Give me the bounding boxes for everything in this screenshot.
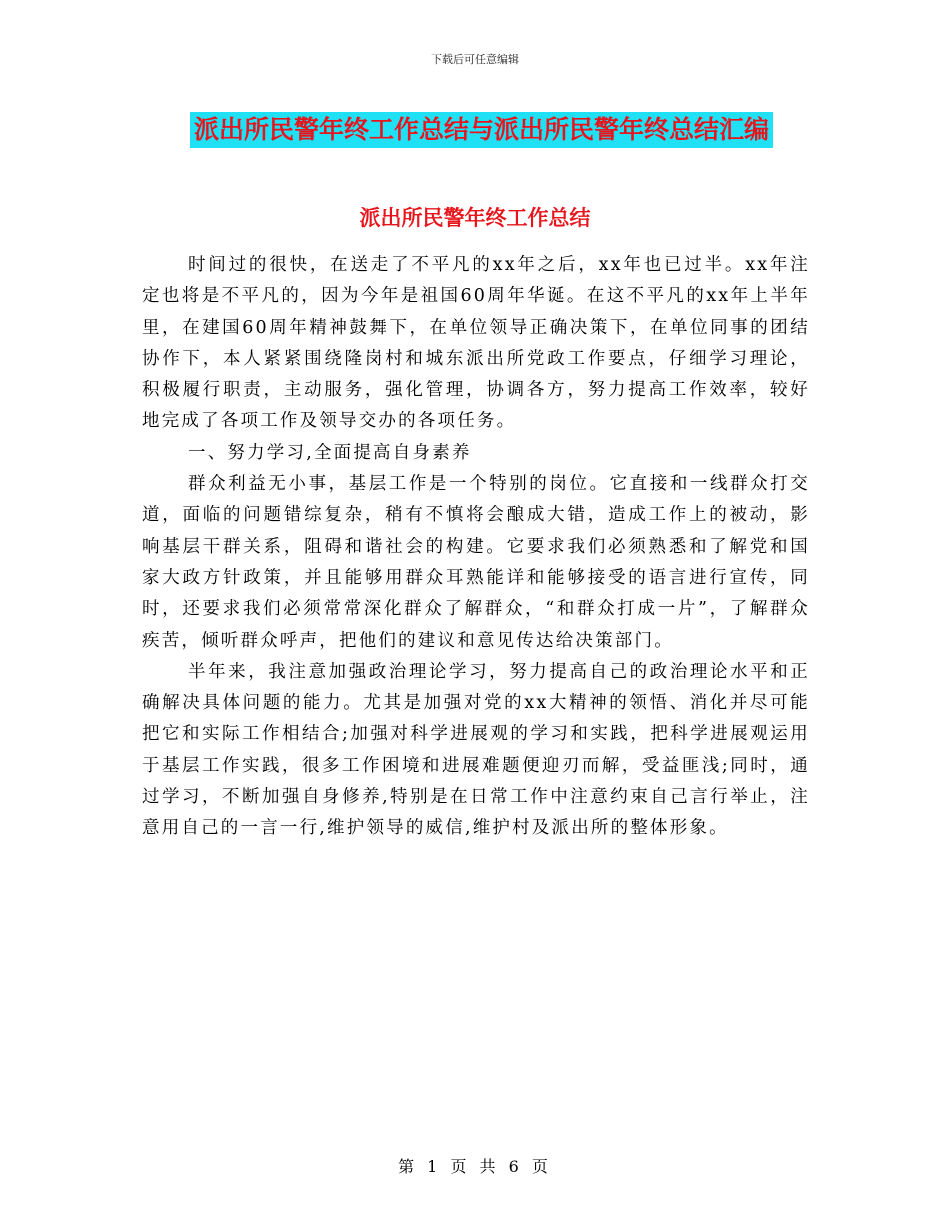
section-title: 派出所民警年终工作总结 <box>359 206 591 230</box>
paragraph: 群众利益无小事，基层工作是一个特别的岗位。它直接和一线群众打交道，面临的问题错综复杂，稍有不慎将会酿成大错，造成工作上的被动，影响基层干群关系，阻碍和谐社会的构建。它要求我们必须熟悉和了解党和国家大政方针政策，并且能够用群众耳熟能详和能够接受的语言进行宣传，同时，还要求我们必须常常深化群众了解群众，“和群众打成一片”，了解群众疾苦，倾听群众呼声，把他们的建议和意见传达给决策部门。 <box>142 474 810 651</box>
paragraph-intro: 时间过的很快，在送走了不平凡的xx年之后，xx年也已过半。xx年注定也将是不平凡的，因为今年是祖国60周年华诞。在这不平凡的xx年上半年里，在建国60周年精神鼓舞下，在单位领导正确决策下，在单位同事的团结协作下，本人紧紧围绕隆岗村和城东派出所党政工作要点，仔细学习理论，积极履行职责，主动服务，强化管理，协调各方，努力提高工作效率，较好地完成了各项工作及领导交办的各项任务。 <box>142 255 810 432</box>
header-note: 下载后可任意编辑 <box>431 53 519 66</box>
section-heading: 一、努力学习,全面提高自身素养 <box>188 442 472 463</box>
paragraph: 半年来，我注意加强政治理论学习，努力提高自己的政治理论水平和正确解决具体问题的能力。尤其是加强对党的xx大精神的领悟、消化并尽可能把它和实际工作相结合;加强对科学进展观的学习和实践，把科学进展观运用于基层工作实践，很多工作困境和进展难题便迎刃而解，受益匪浅;同时，通过学习，不断加强自身修养,特别是在日常工作中注意约束自己言行举止，注意用自己的一言一行,维护领导的威信,维护村及派出所的整体形象。 <box>142 661 810 839</box>
page-footer: 第 1 页 共 6 页 <box>398 1157 552 1176</box>
body-text <box>142 250 810 845</box>
main-title: 派出所民警年终工作总结与派出所民警年终总结汇编 <box>190 112 773 148</box>
